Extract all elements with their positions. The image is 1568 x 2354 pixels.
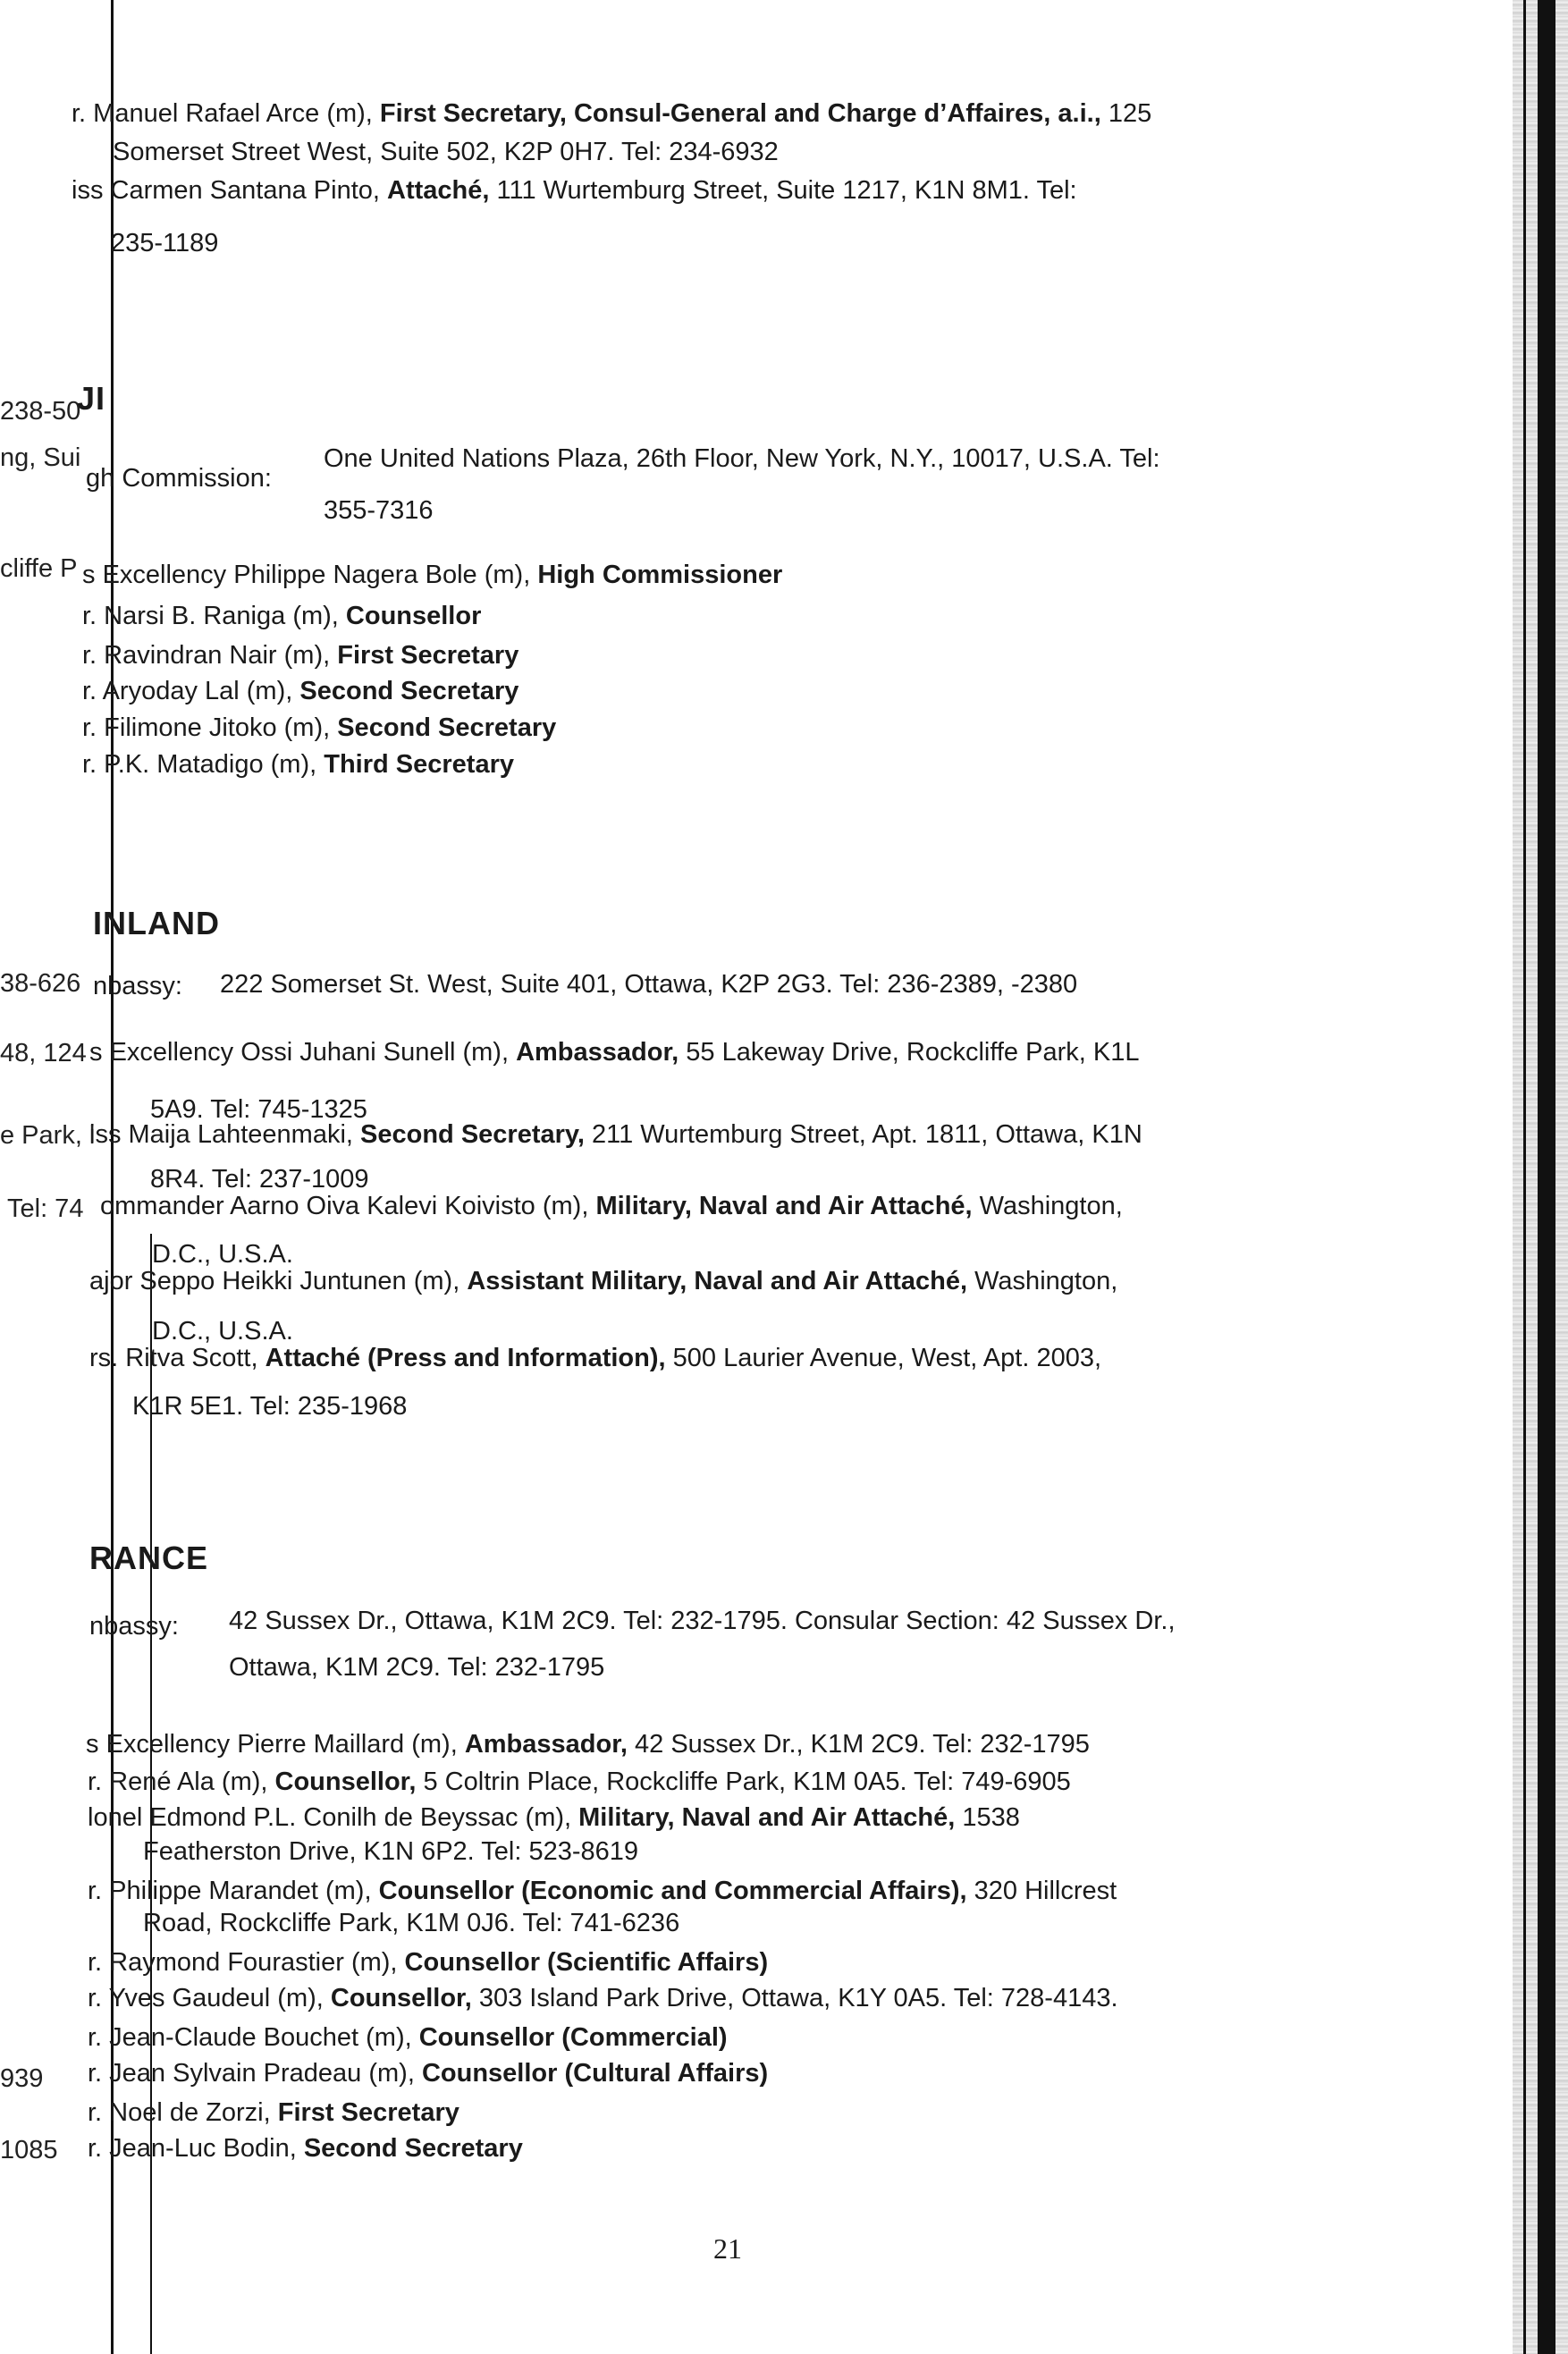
staff-entry: iss Carmen Santana Pinto, Attaché, 111 Wurtemburg Street, Suite 1217, K1N 8M1. Tel: xyxy=(72,176,1077,205)
staff-entry: lonel Edmond P.L. Conilh de Beyssac (m), Military, Naval and Air Attaché, 1538 xyxy=(88,1803,1020,1832)
staff-entry-cont: D.C., U.S.A. xyxy=(152,1317,293,1346)
staff-entry-cont: 8R4. Tel: 237-1009 xyxy=(150,1165,369,1194)
embassy-label: nbassy: xyxy=(89,1612,179,1641)
staff-entry-cont: Road, Rockcliffe Park, K1M 0J6. Tel: 741-6236 xyxy=(143,1909,680,1937)
staff-entry-cont: K1R 5E1. Tel: 235-1968 xyxy=(132,1392,408,1421)
staff-entry: iss Maija Lahteenmaki, Second Secretary, 211 Wurtemburg Street, Apt. 1811, Ottawa, K1N xyxy=(89,1120,1142,1149)
margin-fragment: 38-626 xyxy=(0,969,81,998)
staff-entry: r. P.K. Matadigo (m), Third Secretary xyxy=(82,750,514,779)
margin-fragment: cliffe P xyxy=(0,554,78,583)
staff-entry: r. Jean-Luc Bodin, Second Secretary xyxy=(88,2134,523,2163)
staff-entry: r. Philippe Marandet (m), Counsellor (Economic and Commercial Affairs), 320 Hillcrest xyxy=(88,1877,1117,1905)
margin-fragment: 1085 xyxy=(0,2136,58,2164)
scan-edge-line xyxy=(1523,0,1526,2354)
embassy-address-cont: Ottawa, K1M 2C9. Tel: 232-1795 xyxy=(229,1653,605,1682)
embassy-address: 42 Sussex Dr., Ottawa, K1M 2C9. Tel: 232-1795. Consular Section: 42 Sussex Dr., xyxy=(229,1607,1176,1635)
staff-entry: s Excellency Philippe Nagera Bole (m), High Commissioner xyxy=(82,561,783,589)
staff-entry: ajor Seppo Heikki Juntunen (m), Assistant Military, Naval and Air Attaché, Washington, xyxy=(89,1267,1118,1295)
staff-entry: r. Aryoday Lal (m), Second Secretary xyxy=(82,677,519,705)
staff-entry: r. René Ala (m), Counsellor, 5 Coltrin Place, Rockcliffe Park, K1M 0A5. Tel: 749-6905 xyxy=(88,1768,1071,1796)
staff-entry: r. Yves Gaudeul (m), Counsellor, 303 Island Park Drive, Ottawa, K1Y 0A5. Tel: 728-4143. xyxy=(88,1984,1118,2012)
staff-entry: r. Manuel Rafael Arce (m), First Secretary, Consul-General and Charge d’Affaires, a.i., 125 xyxy=(72,99,1152,128)
commission-address: One United Nations Plaza, 26th Floor, New York, N.Y., 10017, U.S.A. Tel: xyxy=(324,444,1160,473)
section-heading-france: RANCE xyxy=(89,1540,209,1576)
page-number: 21 xyxy=(713,2232,742,2265)
staff-entry: rs. Ritva Scott, Attaché (Press and Information), 500 Laurier Avenue, West, Apt. 2003, xyxy=(89,1344,1102,1372)
staff-entry-cont: D.C., U.S.A. xyxy=(152,1240,293,1269)
embassy-address: 222 Somerset St. West, Suite 401, Ottawa, K2P 2G3. Tel: 236-2389, -2380 xyxy=(220,970,1078,999)
margin-fragment: Tel: 74 xyxy=(7,1194,84,1223)
scan-edge-line xyxy=(1538,0,1555,2354)
section-heading-finland: INLAND xyxy=(93,905,220,941)
margin-fragment: 48, 124 xyxy=(0,1039,87,1067)
staff-entry: r. Raymond Fourastier (m), Counsellor (Scientific Affairs) xyxy=(88,1948,769,1977)
staff-entry: r. Ravindran Nair (m), First Secretary xyxy=(82,641,519,670)
margin-fragment: 939 xyxy=(0,2064,44,2093)
commission-address-cont: 355-7316 xyxy=(324,496,434,525)
margin-fragment: e Park, l xyxy=(0,1121,96,1150)
staff-entry-cont: Somerset Street West, Suite 502, K2P 0H7. Tel: 234-6932 xyxy=(113,138,779,166)
staff-entry: r. Narsi B. Raniga (m), Counsellor xyxy=(82,602,482,630)
staff-entry: s Excellency Ossi Juhani Sunell (m), Ambassador, 55 Lakeway Drive, Rockcliffe Park, K1L xyxy=(89,1038,1140,1067)
staff-entry: r. Jean Sylvain Pradeau (m), Counsellor (Cultural Affairs) xyxy=(88,2059,769,2088)
section-heading-fiji: JI xyxy=(77,380,106,417)
staff-entry: ommander Aarno Oiva Kalevi Koivisto (m), Military, Naval and Air Attaché, Washington, xyxy=(100,1192,1123,1220)
margin-fragment: ng, Sui xyxy=(0,443,81,472)
staff-entry: s Excellency Pierre Maillard (m), Ambassador, 42 Sussex Dr., K1M 2C9. Tel: 232-1795 xyxy=(86,1730,1090,1759)
commission-label: gh Commission: xyxy=(86,464,272,493)
staff-entry-cont: 5A9. Tel: 745-1325 xyxy=(150,1095,367,1124)
staff-entry: r. Noel de Zorzi, First Secretary xyxy=(88,2098,459,2127)
margin-fragment: 238-50 xyxy=(0,397,81,426)
staff-entry-cont: Featherston Drive, K1N 6P2. Tel: 523-8619 xyxy=(143,1837,639,1866)
staff-entry: r. Filimone Jitoko (m), Second Secretary xyxy=(82,713,557,742)
embassy-label: nbassy: xyxy=(93,972,182,1000)
staff-entry: r. Jean-Claude Bouchet (m), Counsellor (Commercial) xyxy=(88,2023,728,2052)
staff-entry-cont: 235-1189 xyxy=(111,229,219,257)
